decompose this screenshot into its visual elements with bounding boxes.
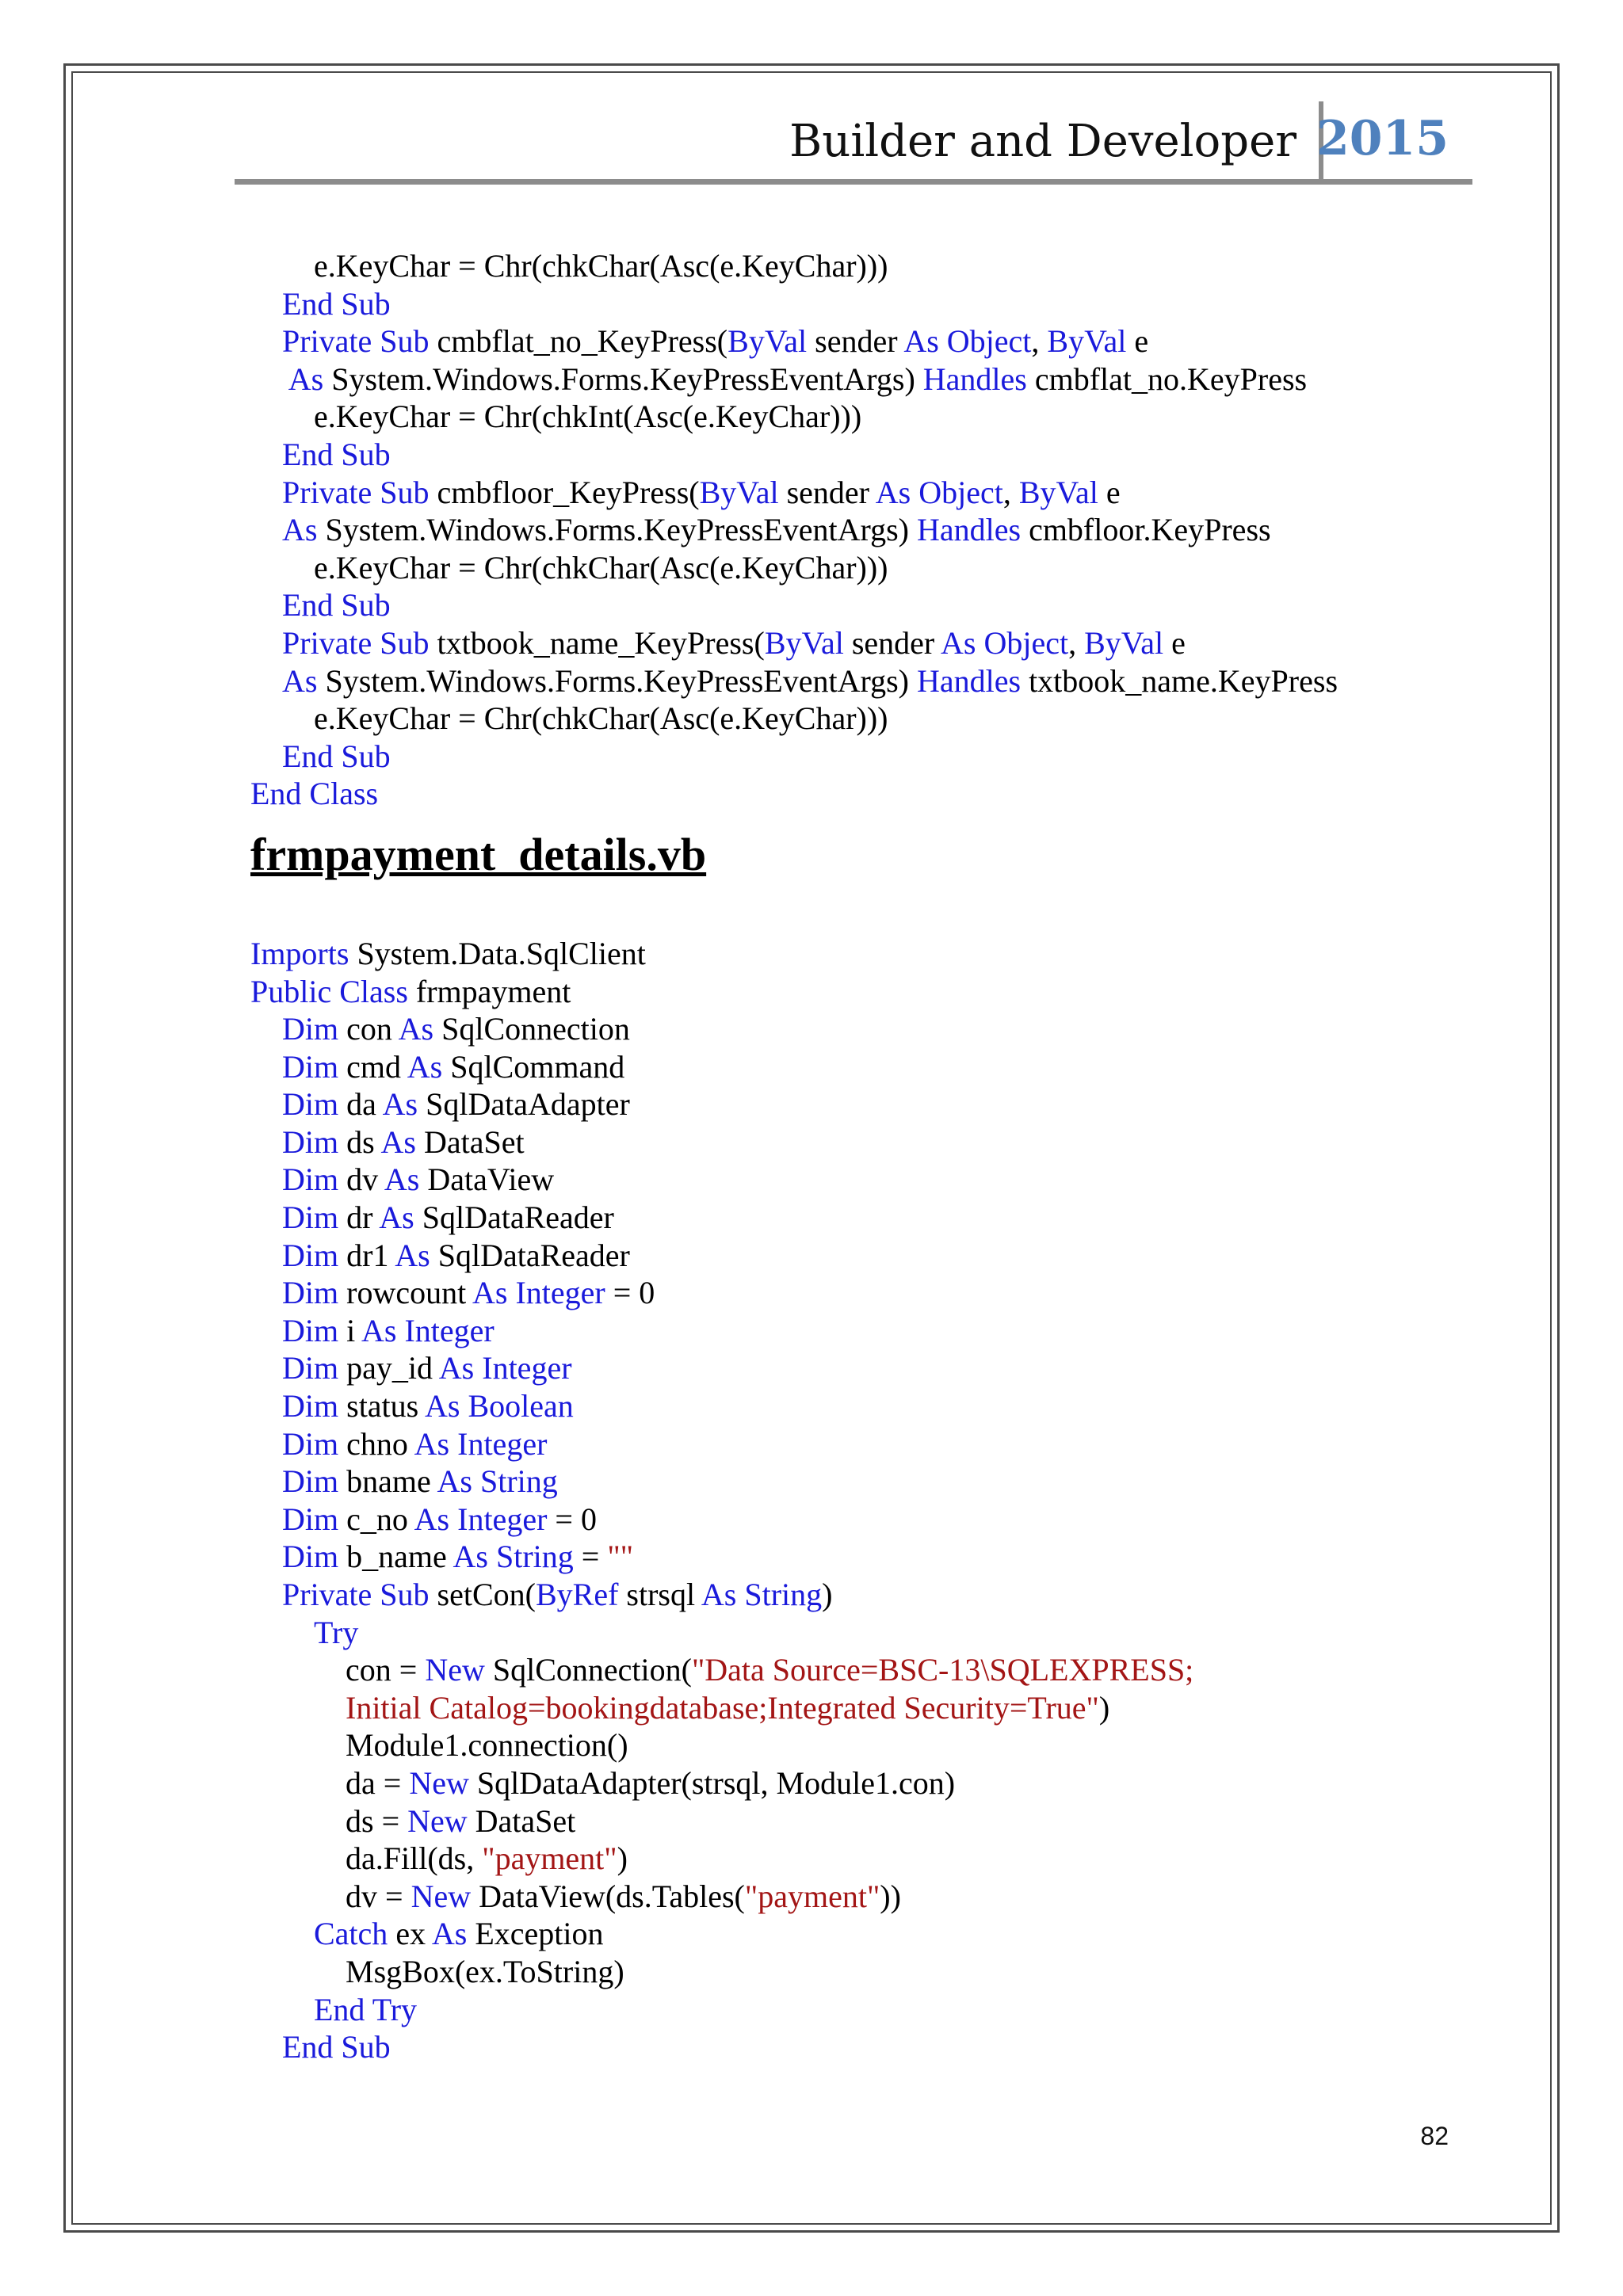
code-token: e.KeyChar = Chr(chkChar(Asc(e.KeyChar))) — [314, 248, 888, 284]
keyword-token: Dim — [282, 1237, 339, 1273]
code-line — [250, 247, 1534, 285]
code-token: = 0 — [605, 1275, 655, 1311]
page-number: 82 — [1420, 2122, 1449, 2150]
keyword-token: As Integer — [472, 1275, 605, 1311]
keyword-token: As String — [453, 1539, 574, 1575]
code-token: SqlConnection( — [484, 1652, 692, 1688]
code-token: DataSet — [415, 1123, 525, 1160]
code-token: , — [1068, 624, 1085, 661]
keyword-token: As Integer — [438, 1350, 572, 1386]
code-line — [250, 1349, 1534, 1387]
code-token: SqlDataAdapter(strsql, Module1.con) — [468, 1764, 956, 1801]
keyword-token: Dim — [282, 1048, 339, 1085]
keyword-token: As Integer — [361, 1312, 495, 1348]
code-token: cmbflat_no.KeyPress — [1026, 360, 1308, 397]
code-line — [250, 1123, 1534, 1161]
keyword-token: New — [409, 1764, 469, 1801]
code-token: status — [338, 1388, 426, 1425]
code-token: ds = — [346, 1802, 408, 1839]
code-token: , — [1002, 474, 1019, 510]
code-token: DataView(ds.Tables( — [471, 1878, 745, 1914]
code-line — [250, 738, 1534, 776]
keyword-token: End Sub — [282, 587, 391, 624]
keyword-token: As Object — [941, 624, 1069, 661]
code-line — [250, 935, 1534, 973]
code-line — [250, 700, 1534, 738]
code-line — [250, 511, 1534, 549]
code-token: = — [573, 1539, 608, 1575]
keyword-token: Dim — [282, 1539, 339, 1575]
keyword-token: ByVal — [764, 624, 844, 661]
code-token: cmbflat_no_KeyPress( — [429, 323, 728, 360]
code-line — [250, 1161, 1534, 1199]
code-line — [250, 474, 1534, 512]
code-token: i — [338, 1312, 362, 1348]
code-listing — [250, 247, 1534, 2066]
code-line — [250, 586, 1534, 624]
code-token: sender — [807, 323, 904, 360]
keyword-token: As — [431, 1916, 468, 1952]
code-token: strsql — [618, 1577, 701, 1612]
code-token: , — [1031, 323, 1048, 360]
keyword-token: Try — [314, 1614, 359, 1650]
code-line — [250, 1726, 1534, 1764]
keyword-token: As — [282, 662, 318, 699]
keyword-token: End Try — [314, 1991, 418, 2027]
code-line — [250, 1010, 1534, 1048]
keyword-token: As Object — [903, 323, 1032, 360]
code-token: Module1.connection() — [346, 1727, 628, 1764]
keyword-token: As — [288, 360, 324, 397]
code-token: e — [1163, 624, 1186, 661]
keyword-token: Dim — [282, 1161, 339, 1198]
code-token: e.KeyChar = Chr(chkChar(Asc(e.KeyChar))) — [314, 700, 888, 737]
code-token: chno — [338, 1425, 414, 1462]
keyword-token: ByVal — [699, 474, 779, 510]
code-line — [250, 1651, 1534, 1689]
code-line — [250, 1689, 1534, 1727]
keyword-token: As — [379, 1199, 414, 1236]
keyword-token: Dim — [282, 1388, 339, 1425]
keyword-token: As Boolean — [425, 1388, 574, 1425]
code-token: txtbook_name.KeyPress — [1021, 662, 1338, 699]
code-token: e — [1126, 323, 1149, 360]
code-line — [250, 549, 1534, 587]
code-line — [250, 662, 1534, 700]
code-line — [250, 1991, 1534, 2029]
keyword-token: Handles — [916, 662, 1022, 699]
code-line — [250, 624, 1534, 662]
code-token: = 0 — [547, 1501, 597, 1537]
code-line — [250, 1840, 1534, 1878]
keyword-token: Imports — [250, 935, 349, 971]
code-token: MsgBox(ex.ToString) — [346, 1953, 624, 1989]
code-line — [250, 1387, 1534, 1425]
code-line — [250, 1915, 1534, 1953]
code-line — [250, 1802, 1534, 1840]
code-line — [250, 1953, 1534, 1991]
code-token: SqlDataAdapter — [418, 1086, 630, 1123]
code-line — [250, 1237, 1534, 1275]
keyword-token: Private Sub — [282, 1577, 430, 1612]
code-token: con — [338, 1011, 399, 1047]
keyword-token: Dim — [282, 1123, 339, 1160]
keyword-token: New — [425, 1652, 485, 1688]
keyword-token: As — [384, 1161, 420, 1198]
code-line — [250, 322, 1534, 360]
code-line — [250, 360, 1534, 399]
string-token: "payment" — [482, 1840, 617, 1877]
code-token: ds — [338, 1123, 381, 1160]
header-year: 2015 — [1316, 111, 1449, 166]
keyword-token: ByRef — [535, 1577, 619, 1612]
code-token: ) — [1098, 1689, 1110, 1726]
keyword-token: As — [380, 1123, 416, 1160]
code-line — [250, 436, 1534, 474]
code-token: DataView — [419, 1161, 555, 1198]
code-line — [250, 973, 1534, 1011]
code-line — [250, 1199, 1534, 1237]
code-token: System.Data.SqlClient — [349, 935, 646, 971]
code-token: ex — [388, 1916, 432, 1952]
keyword-token: As — [282, 512, 318, 548]
code-token: rowcount — [338, 1275, 472, 1311]
keyword-token: As String — [437, 1463, 558, 1500]
keyword-token: Dim — [282, 1011, 339, 1047]
code-token: e.KeyChar = Chr(chkChar(Asc(e.KeyChar))) — [314, 549, 888, 585]
keyword-token: New — [411, 1878, 472, 1914]
code-token — [282, 361, 288, 397]
string-token: "payment" — [744, 1878, 880, 1914]
code-token: da.Fill(ds, — [346, 1840, 483, 1877]
code-token: b_name — [338, 1539, 453, 1575]
code-token: dv = — [346, 1878, 411, 1914]
code-token: dr — [338, 1199, 380, 1236]
code-line — [250, 398, 1534, 436]
keyword-token: Catch — [314, 1916, 388, 1952]
code-token: DataSet — [467, 1802, 576, 1839]
keyword-token: New — [407, 1802, 468, 1839]
blank-line — [250, 911, 1534, 935]
keyword-token: As — [398, 1011, 434, 1047]
keyword-token: Handles — [916, 512, 1022, 548]
code-line — [250, 2028, 1534, 2066]
running-header — [235, 101, 1472, 184]
code-token: cmbfloor_KeyPress( — [429, 474, 700, 510]
keyword-token: As Integer — [414, 1425, 548, 1462]
section-heading — [250, 813, 1534, 911]
keyword-token: Private Sub — [282, 474, 430, 510]
keyword-token: Dim — [282, 1086, 339, 1123]
header-rule — [235, 179, 1472, 185]
keyword-token: ByVal — [1018, 474, 1098, 510]
code-token: cmd — [338, 1048, 407, 1085]
keyword-token: As Integer — [414, 1501, 548, 1537]
code-line — [250, 1614, 1534, 1652]
code-token: SqlConnection — [433, 1011, 630, 1047]
keyword-token: As — [382, 1086, 418, 1123]
code-token: frmpayment — [407, 973, 571, 1009]
code-token: con = — [346, 1652, 426, 1688]
code-token: sender — [778, 474, 876, 510]
keyword-token: Handles — [922, 360, 1027, 397]
code-token: ) — [822, 1577, 833, 1612]
keyword-token: As String — [701, 1577, 823, 1612]
code-line — [250, 1312, 1534, 1350]
keyword-token: ByVal — [1047, 323, 1127, 360]
code-token: dr1 — [338, 1237, 395, 1273]
header-title: Builder and Developer — [789, 116, 1296, 167]
code-token: c_no — [338, 1501, 414, 1537]
keyword-token: Dim — [282, 1199, 339, 1236]
keyword-token: As Object — [875, 474, 1003, 510]
code-line — [250, 1274, 1534, 1312]
code-line — [250, 1463, 1534, 1501]
code-token: txtbook_name_KeyPress( — [429, 624, 765, 661]
code-line — [250, 1085, 1534, 1123]
code-token: ) — [617, 1840, 628, 1877]
code-token: System.Windows.Forms.KeyPressEventArgs) — [317, 512, 917, 548]
keyword-token: Dim — [282, 1275, 339, 1311]
code-token: bname — [338, 1463, 437, 1500]
code-line — [250, 1764, 1534, 1802]
code-token: Exception — [467, 1916, 604, 1952]
keyword-token: Private Sub — [282, 624, 430, 661]
keyword-token: As — [407, 1048, 443, 1085]
keyword-token: End Sub — [282, 738, 391, 774]
code-line — [250, 1576, 1534, 1614]
code-token: )) — [880, 1878, 901, 1914]
code-line — [250, 1538, 1534, 1576]
keyword-token: End Sub — [282, 436, 391, 472]
keyword-token: Private Sub — [282, 323, 430, 360]
code-token: SqlDataReader — [414, 1199, 614, 1236]
keyword-token: ByVal — [1084, 624, 1164, 661]
keyword-token: As — [395, 1237, 430, 1273]
code-line — [250, 1878, 1534, 1916]
code-token: da — [338, 1086, 383, 1123]
string-token: "" — [607, 1539, 634, 1575]
code-token: SqlCommand — [442, 1048, 625, 1085]
code-token: e — [1098, 474, 1121, 510]
keyword-token: Dim — [282, 1350, 339, 1386]
code-token: setCon( — [429, 1577, 536, 1612]
keyword-token: Dim — [282, 1425, 339, 1462]
code-token: System.Windows.Forms.KeyPressEventArgs) — [317, 662, 917, 699]
code-line — [250, 775, 1534, 813]
code-token: da = — [346, 1764, 410, 1801]
code-line — [250, 285, 1534, 323]
code-token: System.Windows.Forms.KeyPressEventArgs) — [323, 360, 923, 397]
code-token: e.KeyChar = Chr(chkInt(Asc(e.KeyChar))) — [314, 399, 862, 435]
code-token: frmpayment_details.vb — [250, 828, 707, 880]
code-line — [250, 1425, 1534, 1463]
keyword-token: Dim — [282, 1463, 339, 1500]
keyword-token: End Class — [250, 776, 379, 812]
keyword-token: End Sub — [282, 285, 391, 322]
code-token: cmbfloor.KeyPress — [1021, 512, 1271, 548]
code-token: dv — [338, 1161, 384, 1198]
keyword-token: Public Class — [250, 973, 408, 1009]
string-token: Initial Catalog=bookingdatabase;Integrated Security=True" — [346, 1689, 1099, 1726]
string-token: "Data Source=BSC-13\SQLEXPRESS; — [691, 1652, 1194, 1688]
keyword-token: ByVal — [727, 323, 808, 360]
keyword-token: Dim — [282, 1501, 339, 1537]
code-line — [250, 1501, 1534, 1539]
code-line — [250, 1048, 1534, 1086]
code-token: sender — [843, 624, 941, 661]
keyword-token: Dim — [282, 1312, 339, 1348]
code-token: SqlDataReader — [430, 1237, 630, 1273]
keyword-token: End Sub — [282, 2029, 391, 2065]
code-token: pay_id — [338, 1350, 439, 1386]
